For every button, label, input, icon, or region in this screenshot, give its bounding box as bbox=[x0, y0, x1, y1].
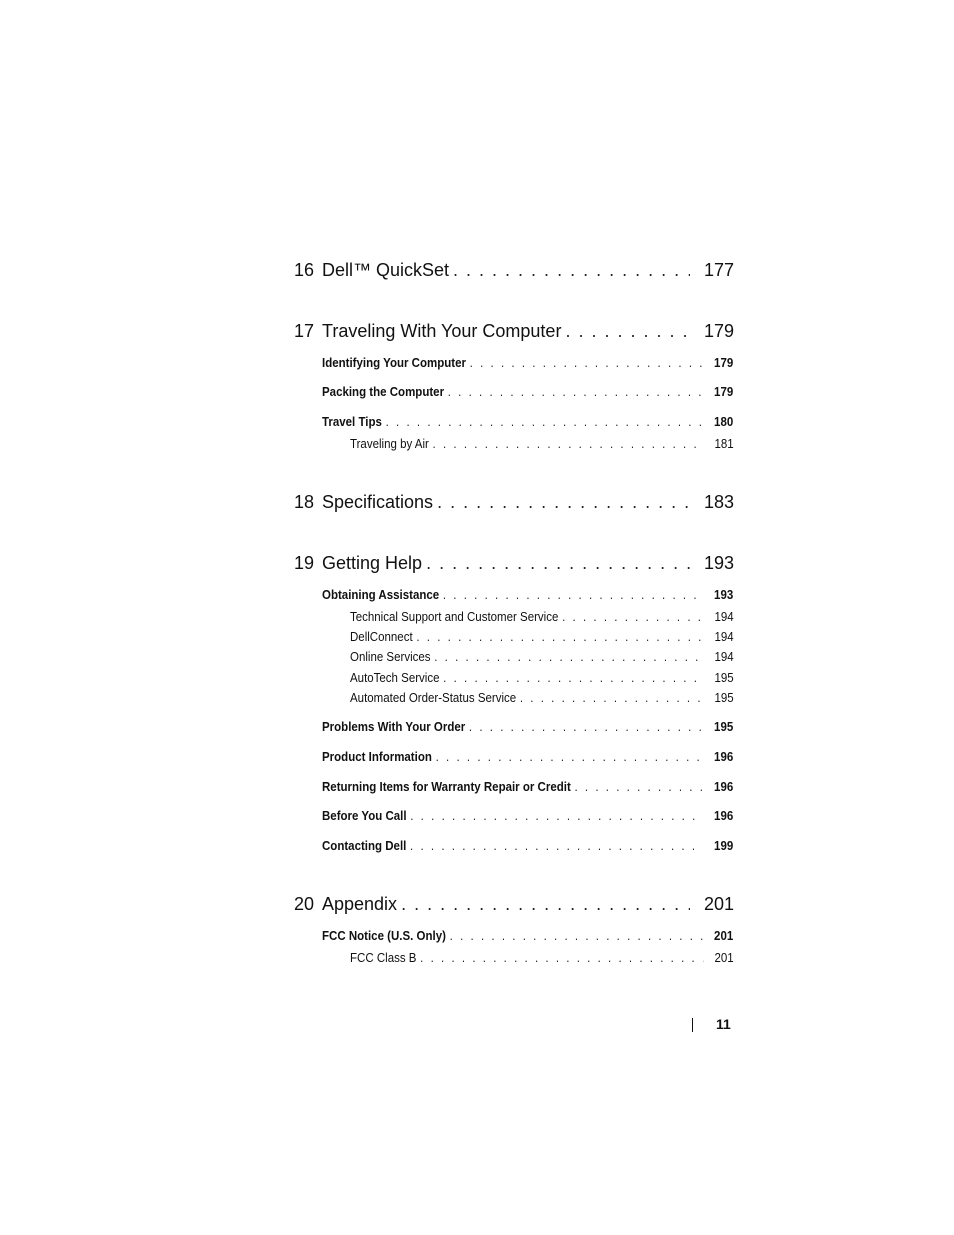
dot-leader bbox=[433, 438, 704, 451]
subsection-title: Technical Support and Customer Service bbox=[350, 610, 559, 624]
chapter-title: Getting Help bbox=[322, 553, 423, 573]
toc-subsection[interactable] bbox=[350, 651, 734, 664]
chapter-number: 20 bbox=[294, 894, 315, 914]
toc-section[interactable] bbox=[322, 357, 733, 370]
dot-leader bbox=[426, 554, 690, 572]
toc-section[interactable] bbox=[322, 416, 733, 429]
footer-divider bbox=[692, 1018, 693, 1032]
page-number: 194 bbox=[714, 610, 734, 624]
page-number: 179 bbox=[714, 356, 734, 370]
section-title: Contacting Dell bbox=[322, 839, 407, 853]
subsection-title: Traveling by Air bbox=[350, 437, 429, 451]
page-number: 181 bbox=[714, 437, 734, 451]
subsection-title: FCC Class B bbox=[350, 951, 417, 965]
page-number: 196 bbox=[714, 809, 734, 823]
page-number: 199 bbox=[714, 839, 734, 853]
toc-subsection[interactable] bbox=[350, 438, 734, 451]
dot-leader bbox=[565, 322, 690, 340]
toc-chapter-17[interactable] bbox=[294, 322, 734, 340]
section-title: FCC Notice (U.S. Only) bbox=[322, 929, 446, 943]
dot-leader bbox=[443, 672, 703, 685]
page-number: 180 bbox=[714, 415, 734, 429]
dot-leader bbox=[443, 589, 703, 602]
dot-leader bbox=[469, 721, 703, 734]
section-title: Product Information bbox=[322, 750, 432, 764]
page-number: 195 bbox=[714, 691, 734, 705]
toc-subsection[interactable] bbox=[350, 611, 734, 624]
subsection-title: DellConnect bbox=[350, 630, 413, 644]
chapter-number: 19 bbox=[294, 553, 315, 573]
page-number: 179 bbox=[714, 385, 734, 399]
page-number: 195 bbox=[714, 720, 734, 734]
dot-leader bbox=[453, 261, 690, 279]
dot-leader bbox=[410, 810, 703, 823]
toc-chapter-19[interactable] bbox=[294, 554, 734, 572]
chapter-title: Dell™ QuickSet bbox=[322, 260, 450, 280]
footer-page-number: 11 bbox=[716, 1016, 731, 1032]
toc-section[interactable] bbox=[322, 721, 733, 734]
chapter-number: 17 bbox=[294, 321, 315, 341]
chapter-title: Traveling With Your Computer bbox=[322, 321, 562, 341]
dot-leader bbox=[450, 930, 703, 943]
page-number: 193 bbox=[703, 553, 734, 573]
dot-leader bbox=[520, 692, 704, 705]
dot-leader bbox=[562, 611, 703, 624]
chapter-number: 16 bbox=[294, 260, 315, 280]
dot-leader bbox=[401, 895, 690, 913]
subsection-title: Automated Order-Status Service bbox=[350, 691, 517, 705]
page-number: 201 bbox=[714, 951, 734, 965]
page-number: 193 bbox=[714, 588, 734, 602]
dot-leader bbox=[470, 357, 703, 370]
dot-leader bbox=[386, 416, 703, 429]
toc-section[interactable] bbox=[322, 810, 733, 823]
page-number: 196 bbox=[714, 750, 734, 764]
toc-chapter-20[interactable] bbox=[294, 895, 734, 913]
subsection-title: Online Services bbox=[350, 650, 431, 664]
toc-chapter-16[interactable] bbox=[294, 261, 734, 279]
page-number: 183 bbox=[703, 492, 734, 512]
toc-section[interactable] bbox=[322, 840, 733, 853]
section-title: Travel Tips bbox=[322, 415, 382, 429]
chapter-title: Appendix bbox=[322, 894, 398, 914]
page-number: 194 bbox=[714, 650, 734, 664]
subsection-title: AutoTech Service bbox=[350, 671, 440, 685]
dot-leader bbox=[436, 751, 703, 764]
dot-leader bbox=[410, 840, 703, 853]
dot-leader bbox=[416, 631, 703, 644]
toc-section[interactable] bbox=[322, 781, 733, 794]
section-title: Packing the Computer bbox=[322, 385, 445, 399]
section-title: Before You Call bbox=[322, 809, 407, 823]
dot-leader bbox=[434, 651, 703, 664]
toc-chapter-18[interactable] bbox=[294, 493, 734, 511]
toc-subsection[interactable] bbox=[350, 952, 734, 965]
dot-leader bbox=[420, 952, 703, 965]
toc-subsection[interactable] bbox=[350, 631, 734, 644]
dot-leader bbox=[437, 493, 690, 511]
toc-section[interactable] bbox=[322, 386, 733, 399]
page-number: 179 bbox=[703, 321, 734, 341]
page-number: 196 bbox=[714, 780, 734, 794]
dot-leader bbox=[448, 386, 703, 399]
section-title: Problems With Your Order bbox=[322, 720, 466, 734]
toc-section[interactable] bbox=[322, 751, 733, 764]
toc-subsection[interactable] bbox=[350, 692, 734, 705]
page-number: 201 bbox=[703, 894, 734, 914]
section-title: Identifying Your Computer bbox=[322, 356, 466, 370]
toc-section[interactable] bbox=[322, 589, 733, 602]
chapter-title: Specifications bbox=[322, 492, 434, 512]
toc-subsection[interactable] bbox=[350, 672, 734, 685]
page-number: 177 bbox=[703, 260, 734, 280]
toc-section[interactable] bbox=[322, 930, 733, 943]
page-number: 194 bbox=[714, 630, 734, 644]
chapter-number: 18 bbox=[294, 492, 315, 512]
section-title: Returning Items for Warranty Repair or Credit bbox=[322, 780, 571, 794]
section-title: Obtaining Assistance bbox=[322, 588, 440, 602]
page-number: 201 bbox=[714, 929, 734, 943]
dot-leader bbox=[574, 781, 703, 794]
page-number: 195 bbox=[714, 671, 734, 685]
